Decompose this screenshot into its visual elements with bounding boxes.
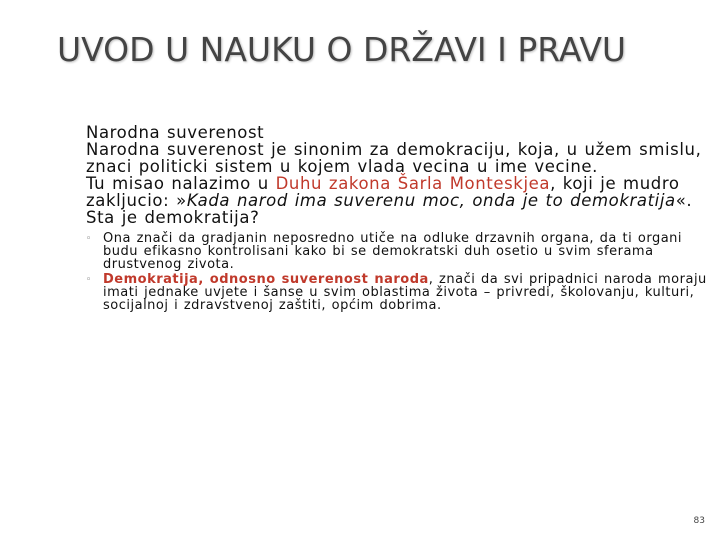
bullet-text-middle: , koji je mudro zakljucio: » xyxy=(86,174,680,210)
page-number: 83 xyxy=(693,516,705,526)
slide-title: UVOD U NAUKU O DRŽAVI I PRAVU xyxy=(57,30,627,69)
bullet-text: Narodna suverenost xyxy=(86,123,265,142)
sub-bullet-icon: ◦ xyxy=(86,275,92,285)
sub-bullet-item xyxy=(86,232,711,271)
highlighted-reference: Duhu zakona Šarla Monteskjea xyxy=(275,174,551,193)
bullet-text: Sta je demokratija? xyxy=(86,208,260,227)
bullet-item xyxy=(61,124,711,141)
bullet-list xyxy=(61,124,711,312)
sub-bullet-icon: ◦ xyxy=(86,234,92,244)
bullet-text: Narodna suverenost je sinonim za demokraciju, koja, u užem smislu, znaci politicki sistem u kojem vlada vecina u ime vecine. xyxy=(86,140,702,176)
bullet-text-prefix: Tu misao nalazimo u xyxy=(86,174,276,193)
bullet-text-suffix: «. xyxy=(675,191,693,210)
quote-text: Kada narod ima suverenu moc, onda je to demokratija xyxy=(186,191,676,210)
bullet-item xyxy=(61,141,711,175)
sub-bullet-text: Ona znači da gradjanin neposredno utiče na odluke drzavnih organa, da ti organi budu efikasno kontrolisani kako bi se demokratski duh osetio u svim sferama drustvenog zivota. xyxy=(103,231,683,272)
highlighted-term: Demokratija, odnosno suverenost naroda xyxy=(103,272,429,287)
bullet-item xyxy=(61,209,711,226)
bullet-item xyxy=(61,175,711,209)
sub-bullet-item xyxy=(86,273,711,312)
sub-bullet-text: , znači da svi pripadnici naroda moraju imati jednake uvjete i šanse u svim oblastima života – privredi, školovanju, kulturi, socijalnoj i zdravstvenoj zaštiti, općim dobrima. xyxy=(103,272,707,313)
